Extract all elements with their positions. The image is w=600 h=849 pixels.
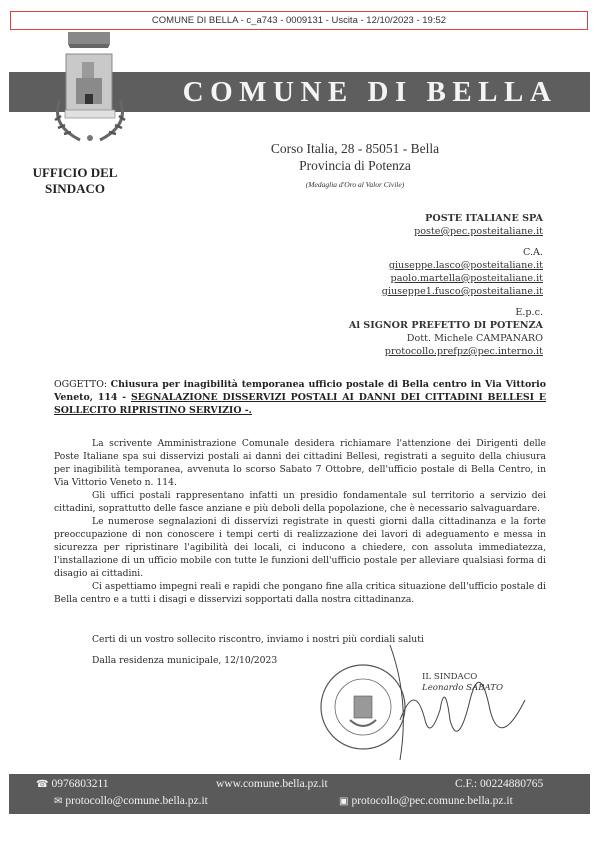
letter-body: [54, 437, 546, 606]
address-block: [240, 140, 470, 189]
footer-phone: [36, 778, 109, 790]
recipient-email-link[interactable]: poste@pec.posteitaliane.it: [414, 226, 543, 237]
footer-cf: C.F.: 00224880765: [455, 778, 544, 790]
address-province: Provincia di Potenza: [299, 158, 411, 173]
signatory-role: IL SINDACO: [422, 672, 478, 682]
body-paragraph: Gli uffici postali rappresentano infatti un presidio fondamentale sul territorio a servizio dei cittadini, soprattutto delle fasce anziane e più deboli della popolazione, che è necessario salvaguardare.: [54, 490, 546, 514]
footer-bar: [9, 774, 590, 814]
ca-label: C.A.: [522, 247, 543, 258]
pec-link[interactable]: protocollo@pec.comune.bella.pz.it: [351, 795, 513, 807]
epc-recipient: Al SIGNOR PREFETTO DI POTENZA: [348, 320, 543, 331]
ca-email-link[interactable]: paolo.martella@posteitaliane.it: [390, 273, 543, 284]
phone-number: 0976803211: [51, 778, 109, 790]
recipient-name: POSTE ITALIANE SPA: [425, 213, 543, 224]
subject: [54, 378, 546, 417]
pec-icon: ▣: [339, 796, 349, 807]
phone-icon: ☎: [36, 779, 49, 790]
epc-person: Dott. Michele CAMPANARO: [406, 333, 543, 344]
office-line-2: SINDACO: [45, 181, 105, 196]
page-title: COMUNE DI BELLA: [182, 76, 558, 108]
closing-line: Certi di un vostro sollecito riscontro, inviamo i nostri più cordiali saluti: [92, 634, 424, 645]
subject-text: Chiusura per inagibilità temporanea ufficio postale di Bella centro in Via Vittorio Veneto, 114 -: [54, 379, 546, 403]
recipients-block: [349, 212, 543, 358]
footer-email: [54, 795, 208, 807]
medal-note: (Medaglia d'Oro al Valor Civile): [305, 180, 405, 189]
address-street: Corso Italia, 28 - 85051 - Bella: [270, 141, 440, 156]
date-line: Dalla residenza municipale, 12/10/2023: [92, 655, 278, 666]
signature-scribble-icon: [380, 640, 530, 765]
epc-email-link[interactable]: protocollo.prefpz@pec.interno.it: [384, 346, 543, 357]
coat-of-arms-icon: [40, 30, 140, 145]
footer-website[interactable]: www.comune.bella.pz.it: [216, 778, 328, 790]
epc-label: E.p.c.: [515, 307, 543, 318]
ca-email-link[interactable]: giuseppe1.fusco@posteitaliane.it: [381, 286, 543, 297]
office-line-1: UFFICIO DEL: [32, 165, 118, 180]
subject-label: OGGETTO:: [54, 379, 111, 390]
body-paragraph: La scrivente Amministrazione Comunale desidera richiamare l'attenzione dei Dirigenti delle Poste Italiane spa sui disservizi postali ai danni dei cittadini Bellesi, registrati a seguito della chiusura per inagibilità temporanea, avvenuta lo scorso Sabato 7 Ottobre, dell'ufficio postale di Bella Centro, in Via Vittorio Veneto n. 114.: [54, 438, 546, 488]
ca-email-link[interactable]: giuseppe.lasco@posteitaliane.it: [388, 260, 543, 271]
signatory: [422, 672, 503, 694]
signatory-name: Leonardo SABATO: [422, 683, 504, 693]
subject-underlined: SEGNALAZIONE DISSERVIZI POSTALI AI DANNI DEI CITTADINI BELLESI E SOLLECITO RIPRISTINO SERVIZIO -.: [54, 392, 546, 416]
body-paragraph: Le numerose segnalazioni di disservizi registrate in questi giorni dalla cittadinanza e la forte preoccupazione di non conoscere i tempi certi di realizzazione dei lavori di adeguamento e messa in sicurezza per ripristinare l'agibilità dei locali, ci inducono a chiedere, con assoluta immediatezza, l'installazione di un ufficio mobile con tutte le funzioni dell'ufficio postale per alleviare qualsiasi forma di disagio ai cittadini.: [54, 516, 546, 579]
body-paragraph: Ci aspettiamo impegni reali e rapidi che pongano fine alla critica situazione dell'ufficio postale di Bella centro e a tutti i disagi e disservizi sopportati dalla nostra cittadinanza.: [54, 581, 546, 605]
office-label: [25, 165, 125, 197]
email-link[interactable]: protocollo@comune.bella.pz.it: [65, 795, 208, 807]
footer-pec: [339, 795, 513, 807]
envelope-icon: ✉: [54, 796, 63, 807]
protocol-stamp: COMUNE DI BELLA - c_a743 - 0009131 - Uscita - 12/10/2023 - 19:52: [10, 11, 588, 30]
